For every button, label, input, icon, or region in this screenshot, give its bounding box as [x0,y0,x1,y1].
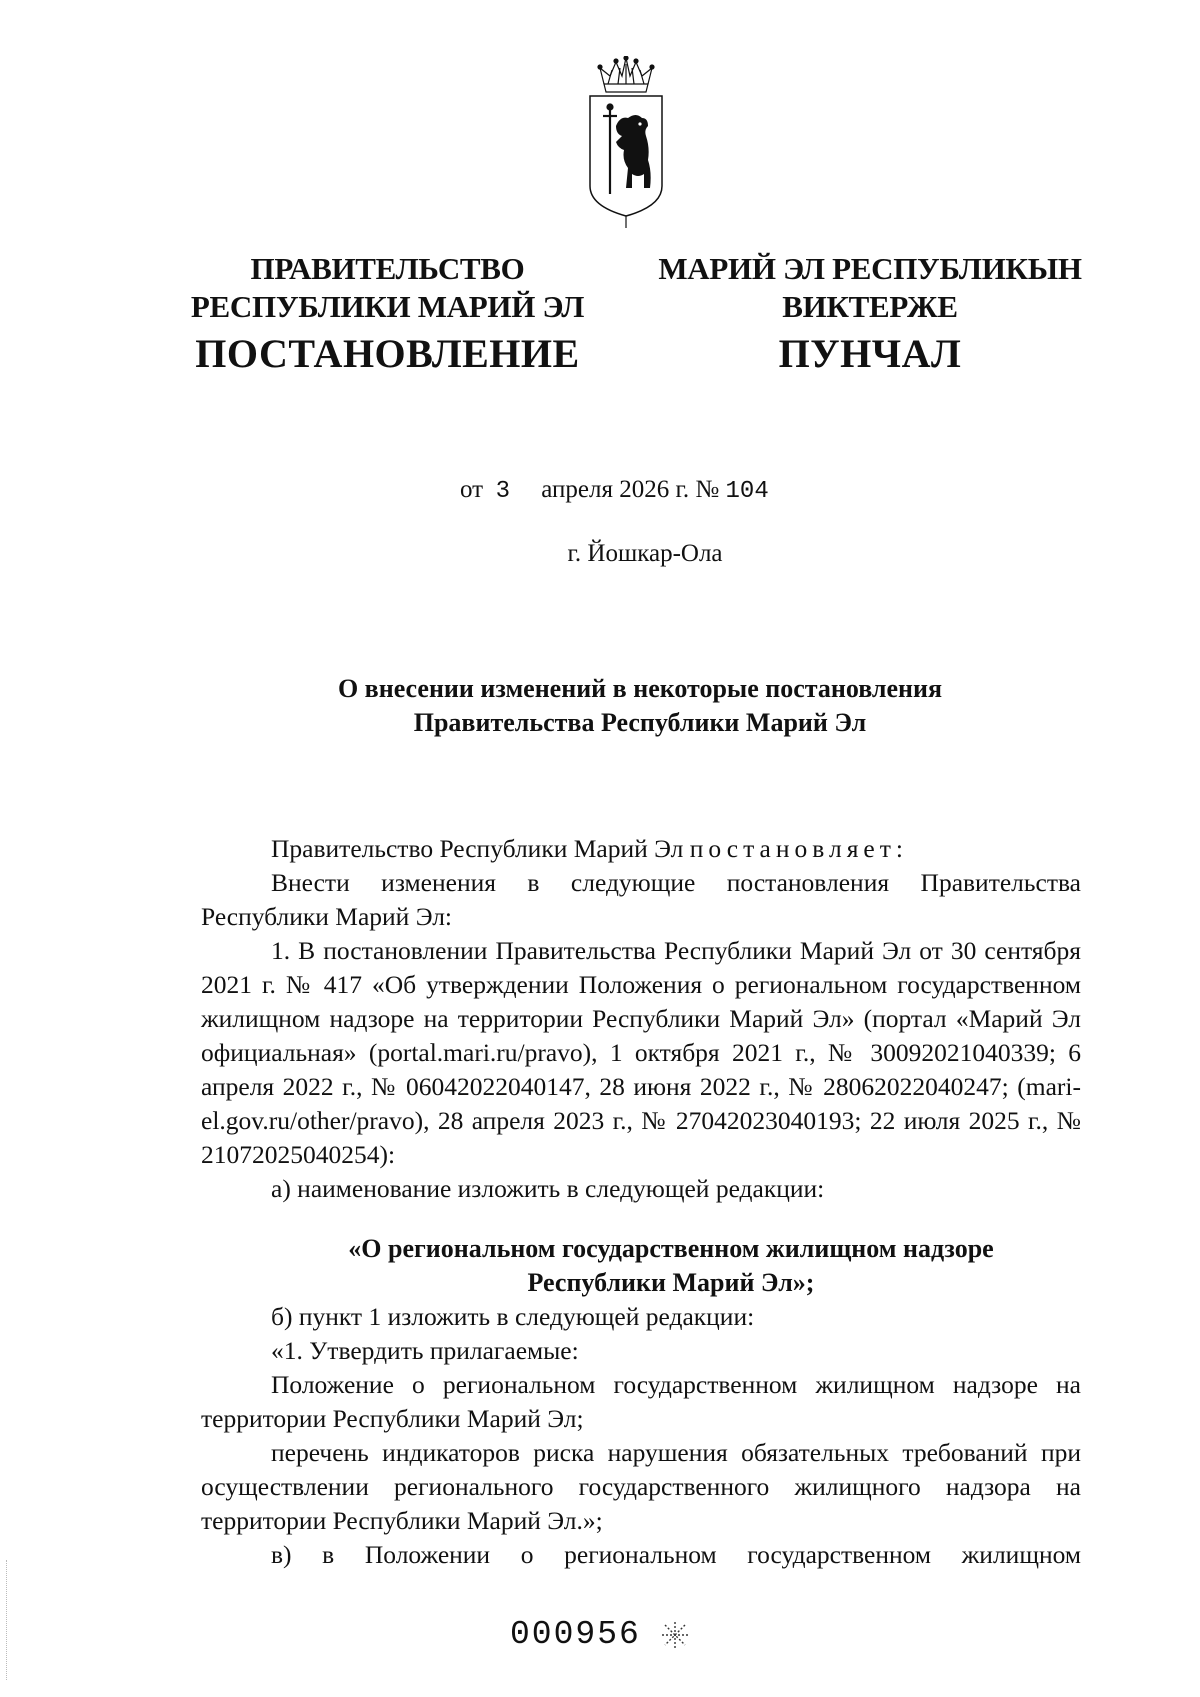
paragraph-item-a: а) наименование изложить в следующей редакции: [271,1174,825,1203]
paragraph-regulation: Положение о региональном государственном жилищном надзоре на территории Республики Марий Эл; [201,1370,1081,1433]
paragraph-item-v: в) в Положении о региональном государственном жилищном [271,1540,1081,1569]
document-type-ru: ПОСТАНОВЛЕНИЕ [195,331,580,376]
document-city: г. Йошкар-Ола [567,540,723,567]
document-date [460,476,769,505]
paragraph-preamble [201,832,1081,866]
quoted-title-line2: Республики Марий Эл»; [527,1268,815,1297]
preamble-verb: постановляет: [689,834,908,863]
header-left-line2: РЕСПУБЛИКИ МАРИЙ ЭЛ [190,289,585,324]
asterisk-stamp-icon [660,1620,690,1650]
document-body [201,832,1081,1572]
registry-stamp-number: 000956 [510,1616,641,1653]
date-prefix: от [460,476,484,503]
paragraph-item-1: 1. В постановлении Правительства Республики Марий Эл от 30 сентября 2021 г. № 417 «Об утверждении Положения о региональном государственном жилищном надзоре на территории Республики Марий Эл» (портал «Марий Эл официальная» (portal.mari.ru/pravo), 1 октября 2021 г., № 30092021040339; 6 апреля 2022 г., № 06042022040147, 28 июня 2022 г., № 28062022040247; (mari-el.gov.ru/other/pravo), 28 апреля 2023 г., № 27042023040193; 22 июля 2025 г., № 21072025040254): [201,936,1081,1169]
quoted-title-line1: «О региональном государственном жилищном надзоре [348,1234,994,1263]
document-title [200,672,1080,740]
title-line2: Правительства Республики Марий Эл [413,708,867,737]
header-right [650,250,1090,378]
date-month-year: апреля 2026 г. № [541,476,720,503]
preamble-text: Правительство Республики Марий Эл [271,834,690,863]
paragraph-indicators: перечень индикаторов риска нарушения обязательных требований при осуществлении регионального государственного жилищного надзора на территории Республики Марий Эл.»; [201,1438,1081,1535]
header-left-line1: ПРАВИТЕЛЬСТВО [250,251,525,286]
paragraph-intro: Внести изменения в следующие постановления Правительства Республики Марий Эл: [201,868,1081,931]
document-type-mari: ПУНЧАЛ [778,331,962,376]
quoted-title [201,1232,1081,1300]
header-right-line1: МАРИЙ ЭЛ РЕСПУБЛИКЫН [658,251,1082,286]
date-day: 3 [495,478,511,505]
title-line1: О внесении изменений в некоторые постановления [337,674,943,703]
scan-edge-marks [6,1560,11,1680]
coat-of-arms-icon [586,56,666,231]
paragraph-item-b: б) пункт 1 изложить в следующей редакции: [271,1302,755,1331]
header-left [185,250,590,378]
header-right-line2: ВИКТЕРЖЕ [782,289,958,324]
document-number: 104 [725,478,769,505]
paragraph-approve: «1. Утвердить прилагаемые: [271,1336,579,1365]
